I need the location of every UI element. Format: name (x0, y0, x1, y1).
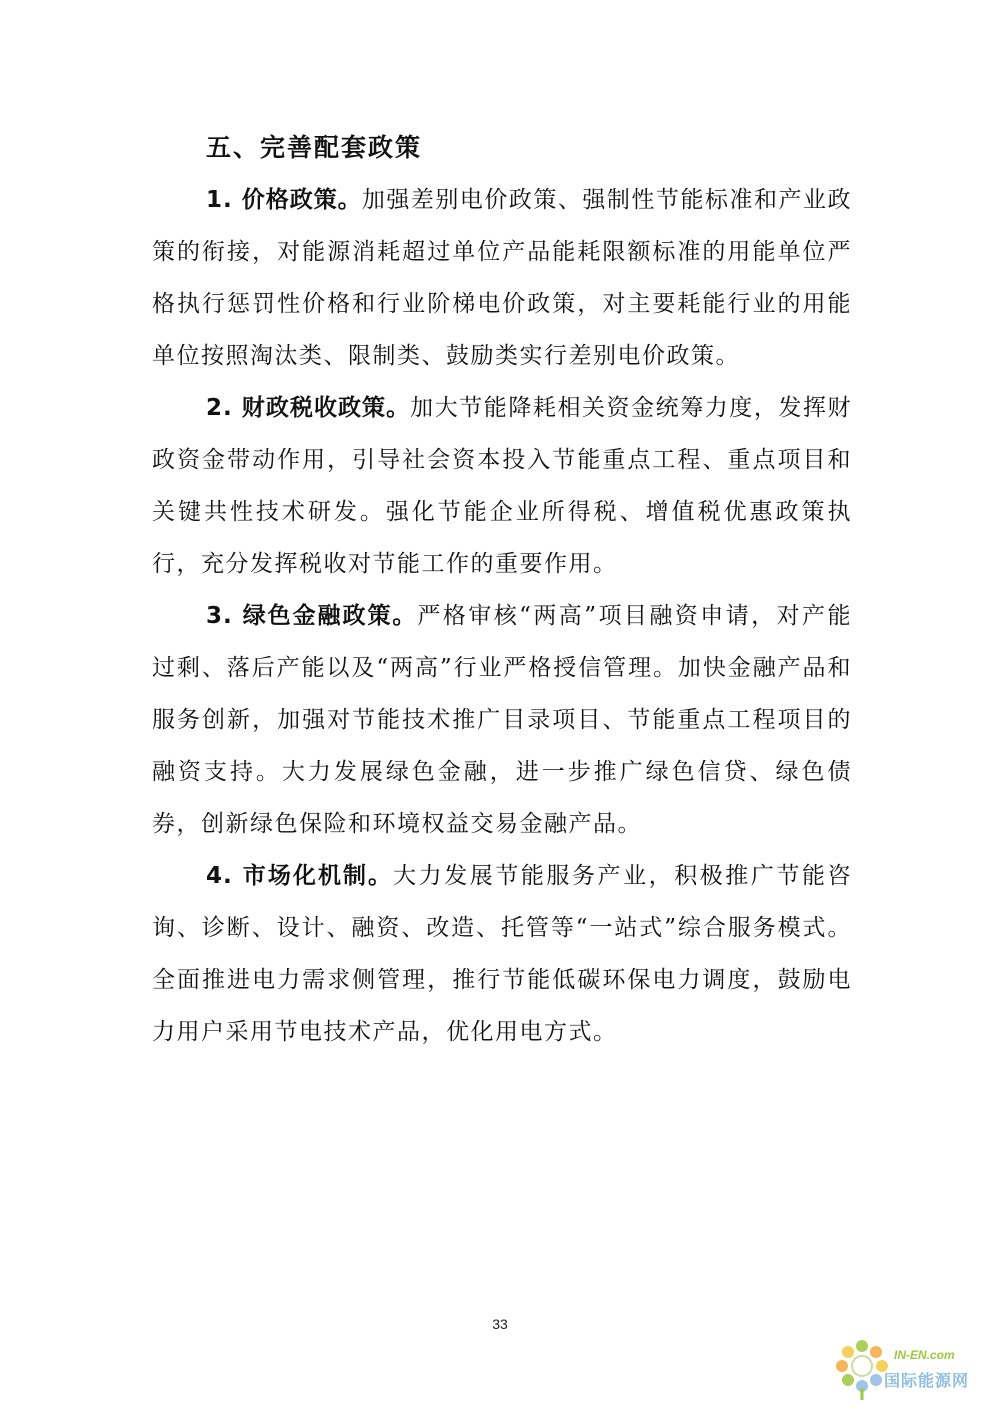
paragraph-lead: 1. 价格政策。 (206, 187, 362, 213)
paragraph-body: 加大节能降耗相关资金统筹力度，发挥财政资金带动作用，引导社会资本投入节能重点工程、重点项目和关键共性技术研发。强化节能企业所得税、增值税优惠政策执行，充分发挥税收对节能工作的重要作用。 (152, 395, 853, 577)
paragraph-market-mechanism (152, 850, 852, 1058)
paragraph-body: 加强差别电价政策、强制性节能标准和产业政策的衔接，对能源消耗超过单位产品能耗限额标准的用能单位严格执行惩罚性价格和行业阶梯电价政策，对主要耗能行业的用能单位按照淘汰类、限制类、鼓励类实行差别电价政策。 (152, 187, 853, 369)
document-body (152, 122, 852, 1058)
paragraph-body: 大力发展节能服务产业，积极推广节能咨询、诊断、设计、融资、改造、托管等“一站式”综合服务模式。全面推进电力需求侧管理，推行节能低碳环保电力调度，鼓励电力用户采用节电技术产品，优化用电方式。 (152, 863, 853, 1045)
logo-center (852, 1356, 872, 1376)
section-heading: 五、完善配套政策 (206, 133, 423, 162)
site-watermark (832, 1334, 982, 1404)
paragraph-fiscal-tax-policy (152, 382, 852, 590)
page-number: 33 (492, 1316, 508, 1332)
sun-flower-logo-icon (832, 1336, 892, 1402)
watermark-site-en: IN-EN.com (894, 1348, 955, 1362)
paragraph-lead: 4. 市场化机制。 (206, 863, 394, 889)
watermark-site-cn: 国际能源网 (884, 1371, 970, 1390)
paragraph-lead: 3. 绿色金融政策。 (206, 603, 418, 629)
paragraph-body: 严格审核“两高”项目融资申请，对产能过剩、落后产能以及“两高”行业严格授信管理。加快金融产品和服务创新，加强对节能技术推广目录项目、节能重点工程项目的融资支持。大力发展绿色金融，进一步推广绿色信贷、绿色债券，创新绿色保险和环境权益交易金融产品。 (152, 603, 852, 837)
paragraph-lead: 2. 财政税收政策。 (206, 395, 411, 421)
paragraph-green-finance-policy (152, 590, 852, 850)
paragraph-price-policy (152, 174, 852, 382)
